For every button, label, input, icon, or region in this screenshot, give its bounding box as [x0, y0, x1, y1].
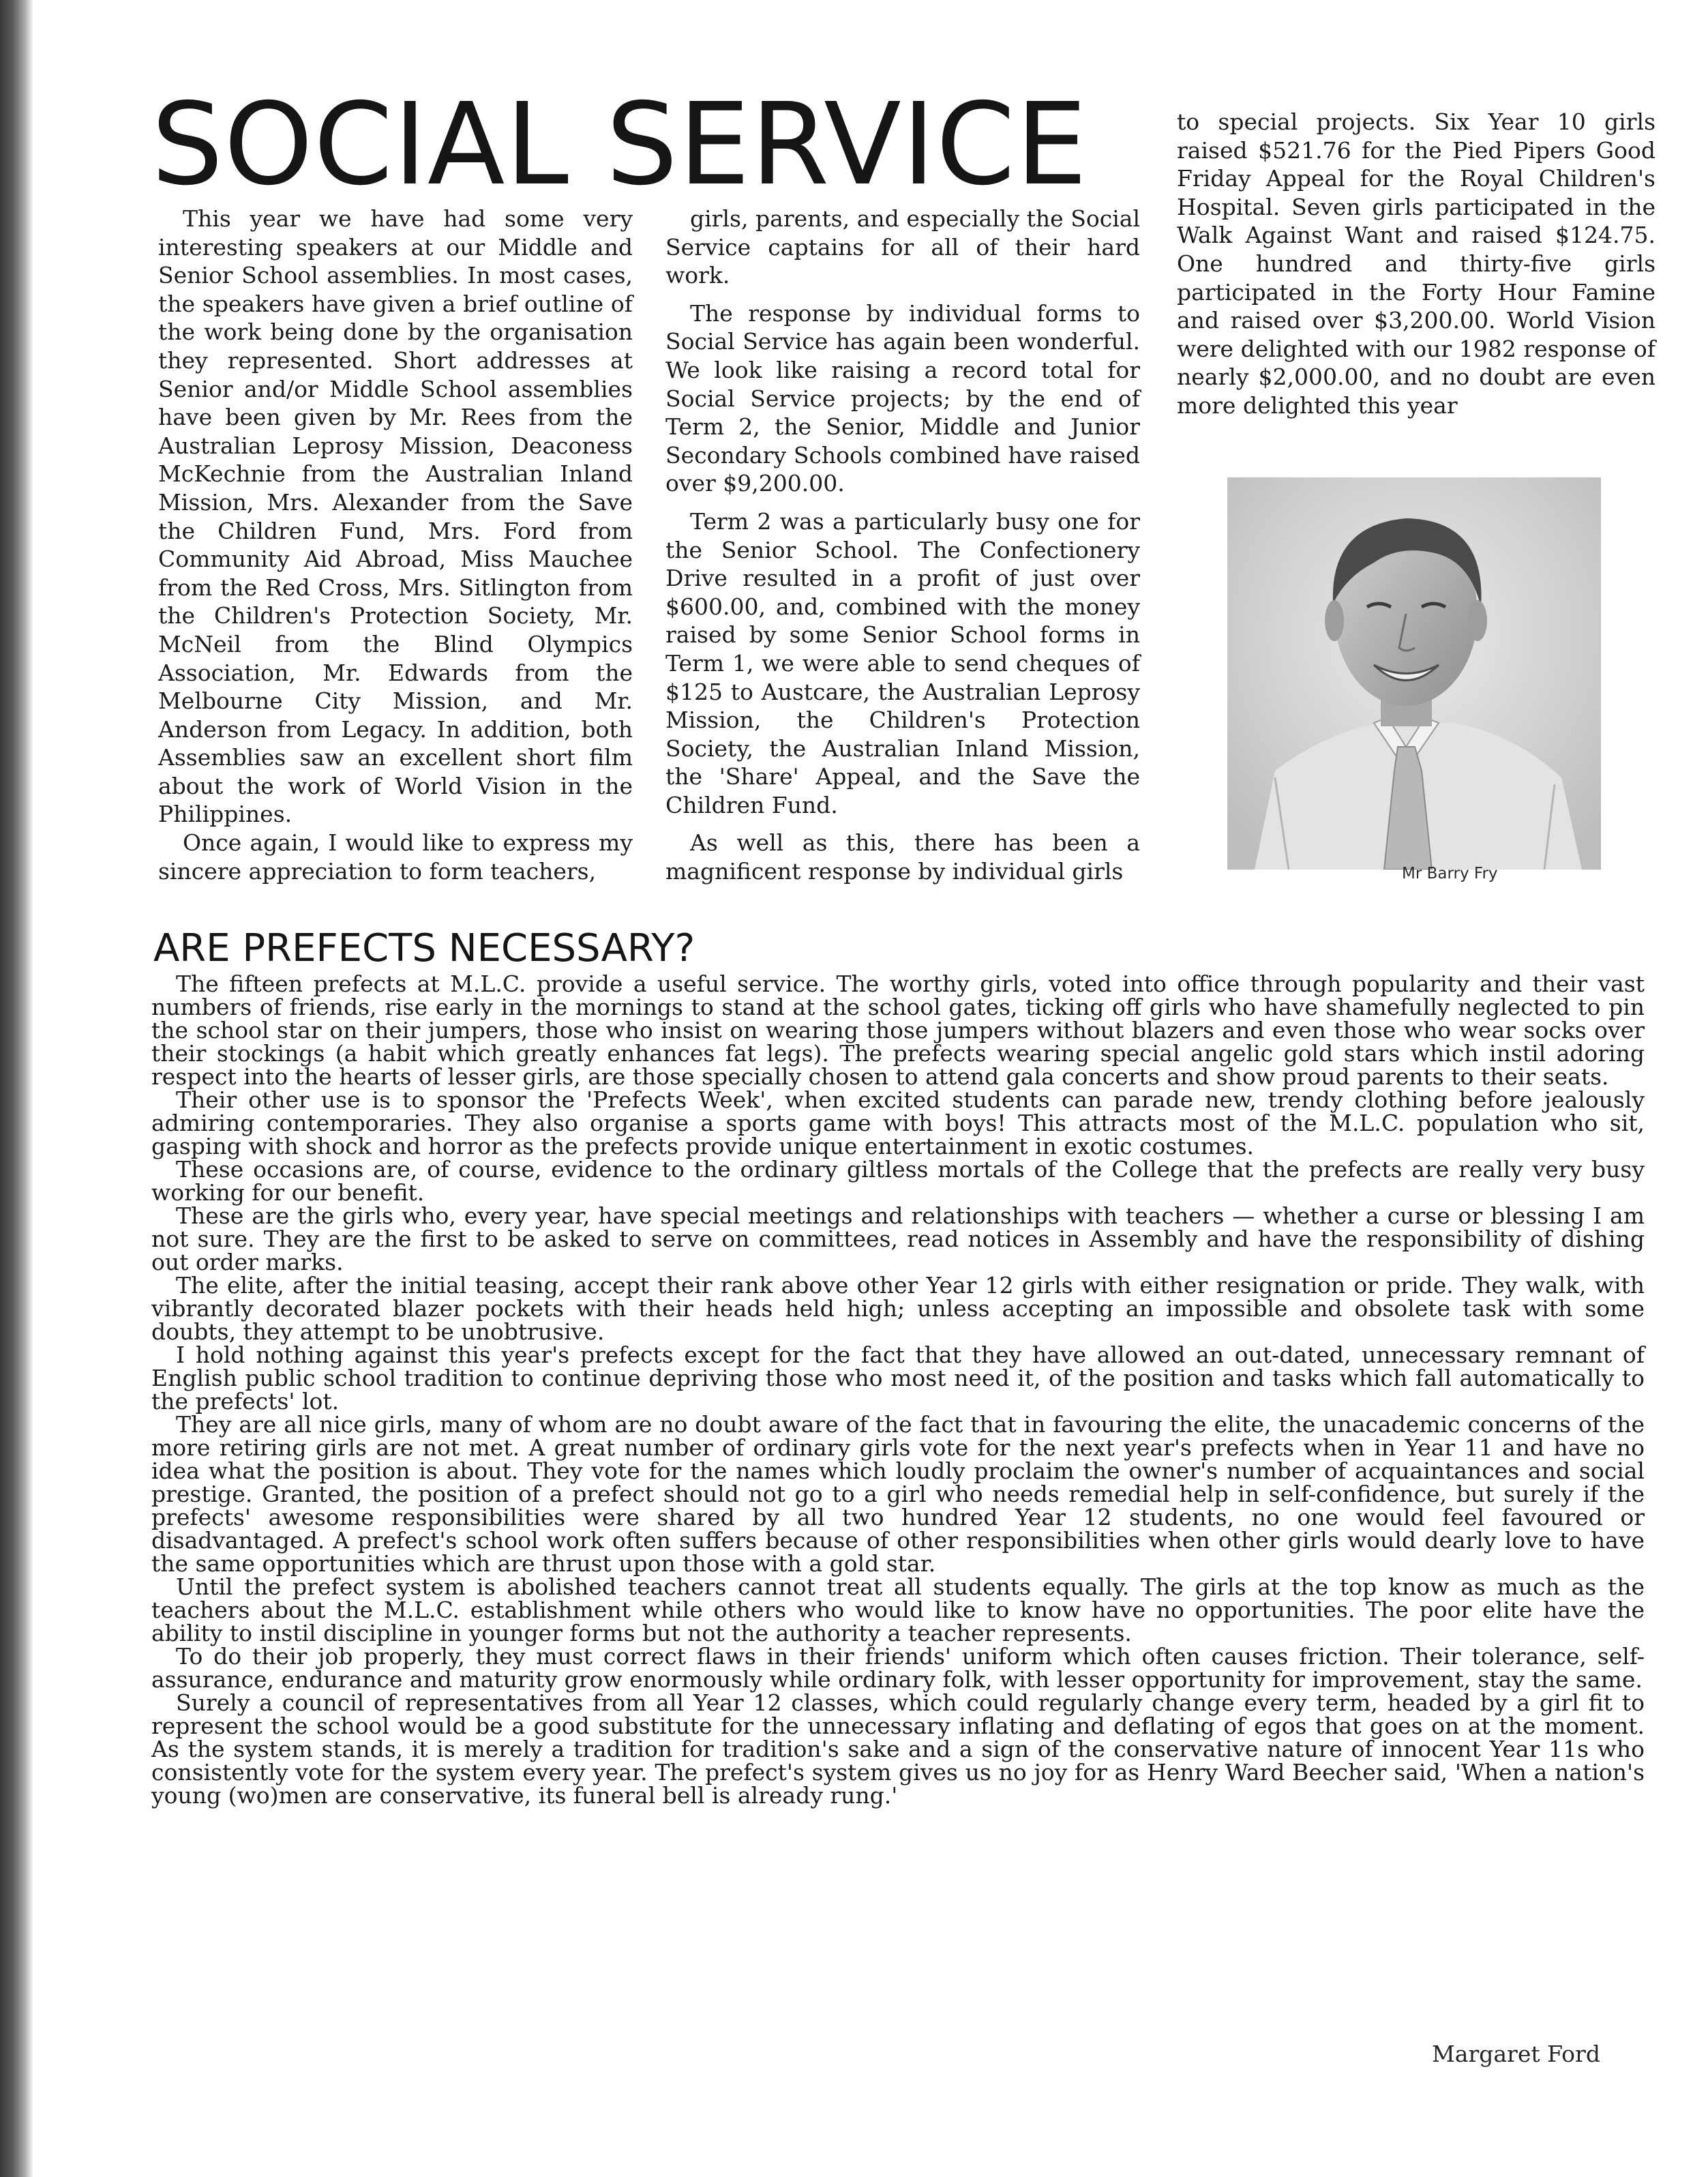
social-service-column-1 [158, 205, 633, 885]
paragraph: Their other use is to sponsor the 'Prefects Week', when excited students can parade new, trendy clothing before jealously admiring contemporaries. They also organise a sports game with boys! This attracts most of the M.L.C. population who sit, gasping with shock and horror as the prefects provide unique entertainment in exotic costumes. [151, 1086, 1645, 1159]
photo-caption: Mr Barry Fry [1402, 865, 1498, 883]
paragraph: These are the girls who, every year, have special meetings and relationships with teachers — whether a curse or blessing I am not sure. They are the first to be asked to serve on committees, read notices in Assembly and have the responsibility of dishing out order marks. [151, 1202, 1645, 1275]
social-service-column-3 [1177, 108, 1655, 420]
paragraph: girls, parents, and especially the Social Service captains for all of their hard work. [665, 205, 1140, 289]
paragraph: The fifteen prefects at M.L.C. provide a useful service. The worthy girls, voted into office through popularity and their vast numbers of friends, rise early in the mornings to stand at the school gates, ticking off girls who have shamefully neglected to pin the school star on their jumpers, those who insist on wearing those jumpers without blazers and even those who wear socks over their stockings (a habit which greatly enhances fat legs). The prefects wearing special angelic gold stars which instil adoring respect into the hearts of lesser girls, are those specially chosen to attend gala concerts and show proud parents to their seats. [151, 971, 1645, 1090]
page-title: SOCIAL SERVICE [151, 79, 1088, 211]
paragraph: As well as this, there has been a magnificent response by individual girls [665, 829, 1140, 885]
paragraph: I hold nothing against this year's prefects except for the fact that they have allowed an out-dated, unnecessary remnant of English public school tradition to continue depriving those who most need it, of the position and tasks which fall automatically to the prefects' lot. [151, 1342, 1645, 1415]
prefects-article [151, 973, 1645, 1807]
paragraph: Until the prefect system is abolished teachers cannot treat all students equally. The girls at the top know as much as the teachers about the M.L.C. establishment while others who would like to know have no opportunities. The poor elite have the ability to instil discipline in younger forms but not the authority a teacher represents. [151, 1573, 1645, 1646]
paragraph: Surely a council of representatives from all Year 12 classes, which could regularly change every term, headed by a girl fit to represent the school would be a good substitute for the unnecessary inflating and deflating of egos that goes on at the moment. As the system stands, it is merely a tradition for tradition's sake and a sign of the conservative nature of innocent Year 11s who consistently vote for the system every year. The prefect's system gives us no joy for as Henry Ward Beecher said, 'When a nation's young (wo)men are conservative, its funeral bell is already rung.' [151, 1689, 1645, 1809]
paragraph: This year we have had some very interesting speakers at our Middle and Senior School assemblies. In most cases, the speakers have given a brief outline of the work being done by the organisation they represented. Short addresses at Senior and/or Middle School assemblies have been given by Mr. Rees from the Australian Leprosy Mission, Deaconess McKechnie from the Australian Inland Mission, Mrs. Alexander from the Save the Children Fund, Mrs. Ford from Community Aid Abroad, Miss Mauchee from the Red Cross, Mrs. Sitlington from the Children's Protection Society, Mr. McNeil from the Blind Olympics Association, Mr. Edwards from the Melbourne City Mission, and Mr. Anderson from Legacy. In addition, both Assemblies saw an excellent short film about the work of World Vision in the Philippines. [158, 205, 633, 828]
section-heading: ARE PREFECTS NECESSARY? [153, 926, 695, 971]
paragraph: The elite, after the initial teasing, accept their rank above other Year 12 girls with either resignation or pride. They walk, with vibrantly decorated blazer pockets with their heads held high; unless accepting an impossible and obsolete task with some doubts, they attempt to be unobtrusive. [151, 1272, 1645, 1345]
paragraph: to special projects. Six Year 10 girls raised $521.76 for the Pied Pipers Good Friday Appeal for the Royal Children's Hospital. Seven girls participated in the Walk Against Want and raised $124.75. One hundred and thirty-five girls participated in the Forty Hour Famine and raised over $3,200.00. World Vision were delighted with our 1982 response of nearly $2,000.00, and no doubt are even more delighted this year [1177, 108, 1655, 419]
author-byline: Margaret Ford [1432, 2041, 1600, 2067]
social-service-column-2 [665, 205, 1140, 886]
paragraph: The response by individual forms to Social Service has again been wonderful. We look like raising a record total for Social Service projects; by the end of Term 2, the Senior, Middle and Junior Secondary Schools combined have raised over $9,200.00. [665, 299, 1140, 497]
paragraph: Term 2 was a particularly busy one for the Senior School. The Confectionery Drive resulted in a profit of just over $600.00, and, combined with the money raised by some Senior School forms in Term 1, we were able to send cheques of $125 to Austcare, the Australian Leprosy Mission, the Children's Protection Society, the Australian Inland Mission, the 'Share' Appeal, and the Save the Children Fund. [665, 507, 1140, 818]
portrait-photo [1227, 477, 1601, 870]
paragraph: These occasions are, of course, evidence to the ordinary giltless mortals of the College that the prefects are really very busy working for our benefit. [151, 1156, 1645, 1206]
paragraph: To do their job properly, they must correct flaws in their friends' uniform which often causes friction. Their tolerance, self-assurance, endurance and maturity grow enormously while ordinary folk, with lesser opportunity for improvement, stay the same. [151, 1643, 1645, 1693]
paragraph: Once again, I would like to express my sincere appreciation to form teachers, [158, 829, 633, 885]
page-binding-shadow [0, 0, 33, 2177]
paragraph: They are all nice girls, many of whom are no doubt aware of the fact that in favouring the elite, the unacademic concerns of the more retiring girls are not met. A great number of ordinary girls vote for the next year's prefects when in Year 11 and have no idea what the position is about. They vote for the names which loudly proclaim the owner's number of acquaintances and social prestige. Granted, the position of a prefect should not go to a girl who needs remedial help in self-confidence, but surely if the prefects' awesome responsibilities were shared by all two hundred Year 12 students, no one would feel favoured or disadvantaged. A prefect's school work often suffers because of other responsibilities when other girls would dearly love to have the same opportunities which are thrust upon those with a gold star. [151, 1411, 1645, 1577]
